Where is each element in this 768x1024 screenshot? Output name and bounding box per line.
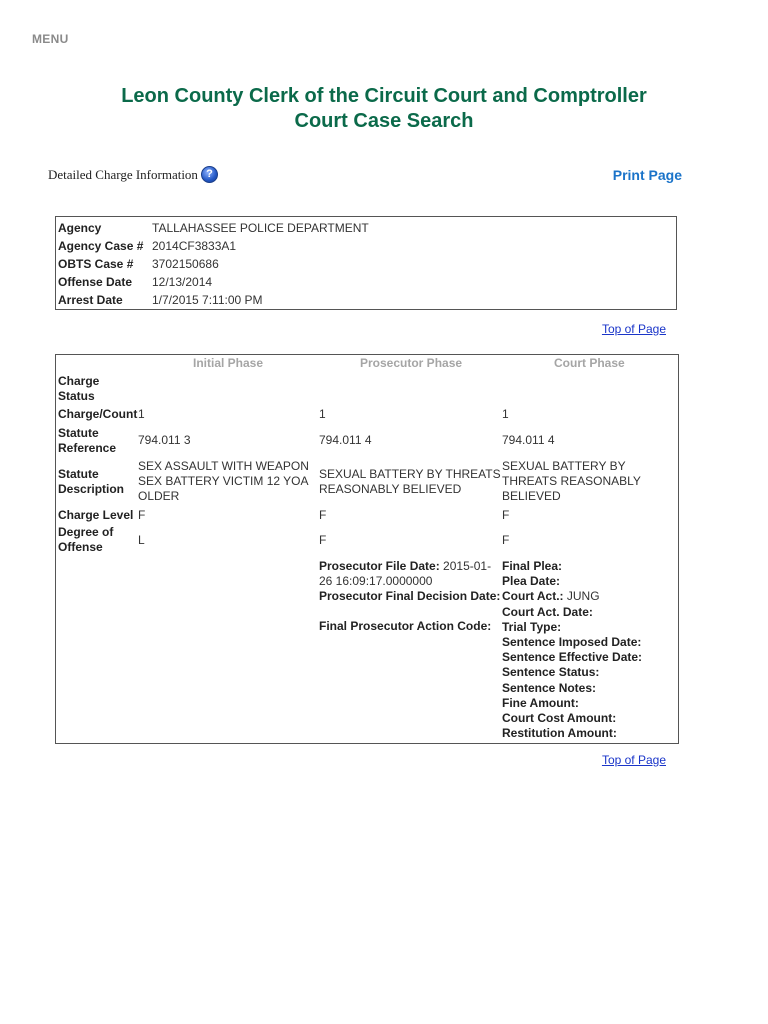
court-degree: F (502, 533, 510, 547)
detailed-charge-label: Detailed Charge Information (48, 166, 198, 182)
help-icon[interactable]: ? (201, 166, 218, 183)
trial-type (502, 620, 674, 635)
sentence-imposed-date (502, 635, 674, 650)
agency-case-value: 2014CF3833A1 (152, 239, 237, 253)
statute-reference-label: Statute Reference (58, 426, 117, 455)
prosecutor-charge-count: 1 (319, 407, 326, 421)
menu-button[interactable]: MENU (32, 32, 69, 46)
offense-date-label: Offense Date (58, 275, 133, 289)
agency-label: Agency (58, 221, 102, 235)
court-cost-label: Court Cost Amount: (502, 711, 617, 726)
sentence-status (502, 665, 674, 680)
top-of-page-link-bottom[interactable]: Top of Page (601, 753, 666, 767)
page-title (0, 84, 768, 134)
court-statute-ref: 794.011 4 (502, 433, 555, 447)
offense-date-value: 12/13/2014 (152, 275, 213, 289)
court-act-label: Court Act.: (502, 589, 564, 604)
sentence-notes-label: Sentence Notes: (502, 680, 597, 695)
agency-case-label: Agency Case # (58, 239, 144, 253)
final-plea (502, 559, 674, 574)
prosecutor-file-date-label: Prosecutor File Date: (319, 559, 440, 573)
trial-type-label: Trial Type: (502, 619, 562, 634)
top-of-page-link[interactable]: Top of Page (601, 322, 666, 336)
court-details (502, 559, 674, 741)
charge-level-label: Charge Level (58, 508, 134, 522)
prosecutor-final-decision-date (319, 589, 501, 604)
obts-case-value: 3702150686 (152, 257, 219, 271)
plea-date-label: Plea Date: (502, 574, 561, 589)
case-info-box (55, 216, 677, 310)
court-act-date-label: Court Act. Date: (502, 604, 593, 619)
fine-amount (502, 696, 674, 711)
restitution-amount (502, 726, 674, 741)
initial-charge-count: 1 (138, 407, 145, 421)
court-statute-description: SEXUAL BATTERY BY THREATS REASONABLY BELIEVED (502, 459, 641, 503)
prosecutor-file-date (319, 559, 501, 589)
final-prosecutor-action-code (319, 619, 501, 634)
prosecutor-statute-ref: 794.011 4 (319, 433, 372, 447)
obts-case-row (58, 255, 676, 273)
prosecutor-file-date-value: 2015-01-26 16:09:17.0000000 (319, 559, 492, 589)
court-cost-amount (502, 711, 674, 726)
prosecutor-charge-level: F (319, 508, 327, 522)
initial-degree: L (138, 533, 145, 547)
initial-statute-ref: 794.011 3 (138, 433, 191, 447)
court-charge-count: 1 (502, 407, 509, 421)
degree-of-offense-label: Degree of Offense (58, 525, 114, 554)
court-charge-level: F (502, 508, 510, 522)
charge-detail-table (55, 354, 679, 744)
court-phase-header: Court Phase (554, 356, 625, 370)
court-act-date (502, 605, 674, 620)
agency-case-row (58, 237, 676, 255)
arrest-date-label: Arrest Date (58, 293, 123, 307)
prosecutor-final-decision-label: Prosecutor Final Decision Date: (319, 589, 501, 603)
initial-statute-description: SEX ASSAULT WITH WEAPON SEX BATTERY VICTIM 12 YOA OLDER (138, 459, 309, 503)
final-plea-label: Final Plea: (502, 559, 563, 573)
final-prosecutor-action-label: Final Prosecutor Action Code: (319, 619, 492, 633)
fine-amount-label: Fine Amount: (502, 695, 579, 710)
court-act-value: JUNG (566, 589, 600, 604)
page-title-line2: Court Case Search (294, 110, 474, 132)
obts-case-label: OBTS Case # (58, 257, 134, 271)
charge-count-label: Charge/Count (58, 407, 138, 421)
arrest-date-row (58, 291, 676, 309)
sentence-imposed-label: Sentence Imposed Date: (502, 635, 642, 650)
print-page-link[interactable]: Print Page (612, 167, 682, 183)
prosecutor-statute-description: SEXUAL BATTERY BY THREATS REASONABLY BELIEVED (319, 467, 501, 496)
prosecutor-phase-header: Prosecutor Phase (360, 356, 463, 370)
sentence-notes (502, 681, 674, 696)
plea-date (502, 574, 674, 589)
offense-date-row (58, 273, 676, 291)
initial-charge-level: F (138, 508, 146, 522)
statute-description-label: Statute Description (58, 467, 125, 496)
agency-value: TALLAHASSEE POLICE DEPARTMENT (152, 221, 369, 235)
page-title-line1: Leon County Clerk of the Circuit Court and Comptroller (121, 85, 647, 107)
detailed-charge-heading (48, 166, 218, 183)
sentence-status-label: Sentence Status: (502, 665, 600, 680)
arrest-date-value: 1/7/2015 7:11:00 PM (152, 293, 263, 307)
prosecutor-degree: F (319, 533, 327, 547)
restitution-label: Restitution Amount: (502, 726, 617, 741)
charge-status-label: Charge Status (58, 374, 100, 403)
court-act (502, 589, 674, 604)
initial-phase-header: Initial Phase (193, 356, 264, 370)
agency-row (58, 219, 676, 237)
sentence-effective-date (502, 650, 674, 665)
sentence-effective-label: Sentence Effective Date: (502, 650, 643, 665)
